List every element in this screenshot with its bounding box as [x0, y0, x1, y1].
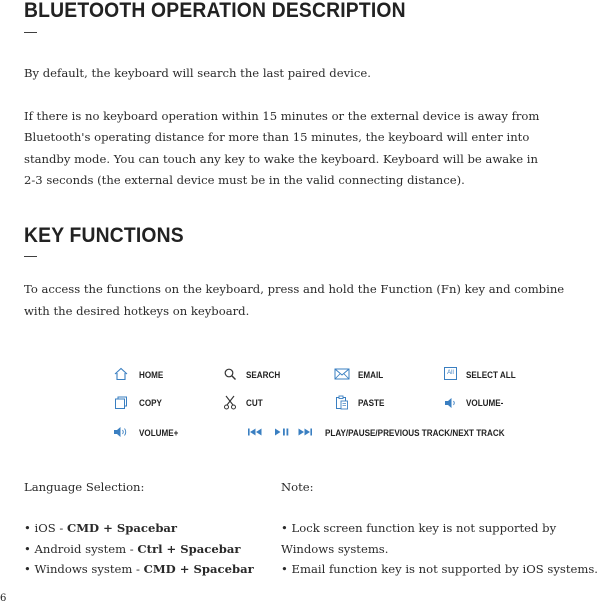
key-functions-description — [24, 279, 584, 322]
note-section — [281, 477, 597, 580]
language-item-windows: • Windows system - CMD + Spacebar — [24, 562, 254, 576]
volume-down-icon — [444, 397, 458, 409]
fn-line-1: To access the functions on the keyboard, press and hold the Function (Fn) key and combine — [24, 282, 565, 296]
previous-track-icon — [247, 427, 263, 437]
play-pause-icon — [274, 427, 290, 437]
page-number: 6 — [0, 593, 7, 604]
copy-icon — [114, 396, 128, 410]
note-line-1: • Lock screen function key is not supported by — [281, 521, 557, 535]
key-functions-title: KEY FUNCTIONS — [24, 224, 184, 247]
volume-down-key-label: VOLUME- — [466, 398, 504, 408]
standby-line-4: 2-3 seconds (the external device must be in the valid connecting distance). — [24, 173, 465, 187]
search-key-label: SEARCH — [246, 370, 281, 380]
language-selection — [24, 477, 254, 580]
standby-line-3: standby mode. You can touch any key to wake the keyboard. Keyboard will be awake in — [24, 151, 538, 166]
email-key-label: EMAIL — [358, 370, 384, 380]
standby-line-2: Bluetooth's operating distance for more than 15 minutes, the keyboard will enter into — [24, 130, 530, 144]
scissors-icon — [223, 395, 237, 410]
standby-line-1: If there is no keyboard operation within 15 minutes or the external device is away from — [24, 108, 540, 123]
media-keys-label: PLAY/PAUSE/PREVIOUS TRACK/NEXT TRACK — [325, 428, 505, 438]
default-search-text: By default, the keyboard will search the last paired device. — [24, 66, 371, 80]
email-icon — [334, 368, 350, 380]
home-key-label: HOME — [139, 370, 164, 380]
fn-line-2: with the desired hotkeys on keyboard. — [24, 303, 250, 318]
cut-key-label: CUT — [246, 398, 263, 408]
paste-key-label: PASTE — [358, 398, 385, 408]
bluetooth-section-title: BLUETOOTH OPERATION DESCRIPTION — [24, 0, 406, 22]
select-all-icon: All — [444, 367, 457, 380]
language-item-android: • Android system - Ctrl + Spacebar — [24, 541, 241, 556]
note-line-3: • Email function key is not supported by iOS systems. — [281, 562, 598, 576]
language-item-ios: • iOS - CMD + Spacebar — [24, 521, 178, 535]
select-all-key-label: SELECT ALL — [466, 370, 516, 380]
volume-up-icon — [113, 426, 129, 438]
copy-key-label: COPY — [139, 398, 162, 408]
search-icon — [223, 367, 237, 381]
home-icon — [113, 367, 129, 381]
volume-up-key-label: VOLUME+ — [139, 428, 179, 438]
title-dash: — — [24, 24, 37, 39]
bluetooth-description — [24, 63, 584, 192]
next-track-icon — [297, 427, 313, 437]
paste-icon — [335, 395, 349, 410]
note-line-2: Windows systems. — [281, 541, 389, 556]
title-dash: — — [24, 248, 37, 263]
note-heading: Note: — [281, 480, 314, 494]
language-heading: Language Selection: — [24, 480, 145, 494]
